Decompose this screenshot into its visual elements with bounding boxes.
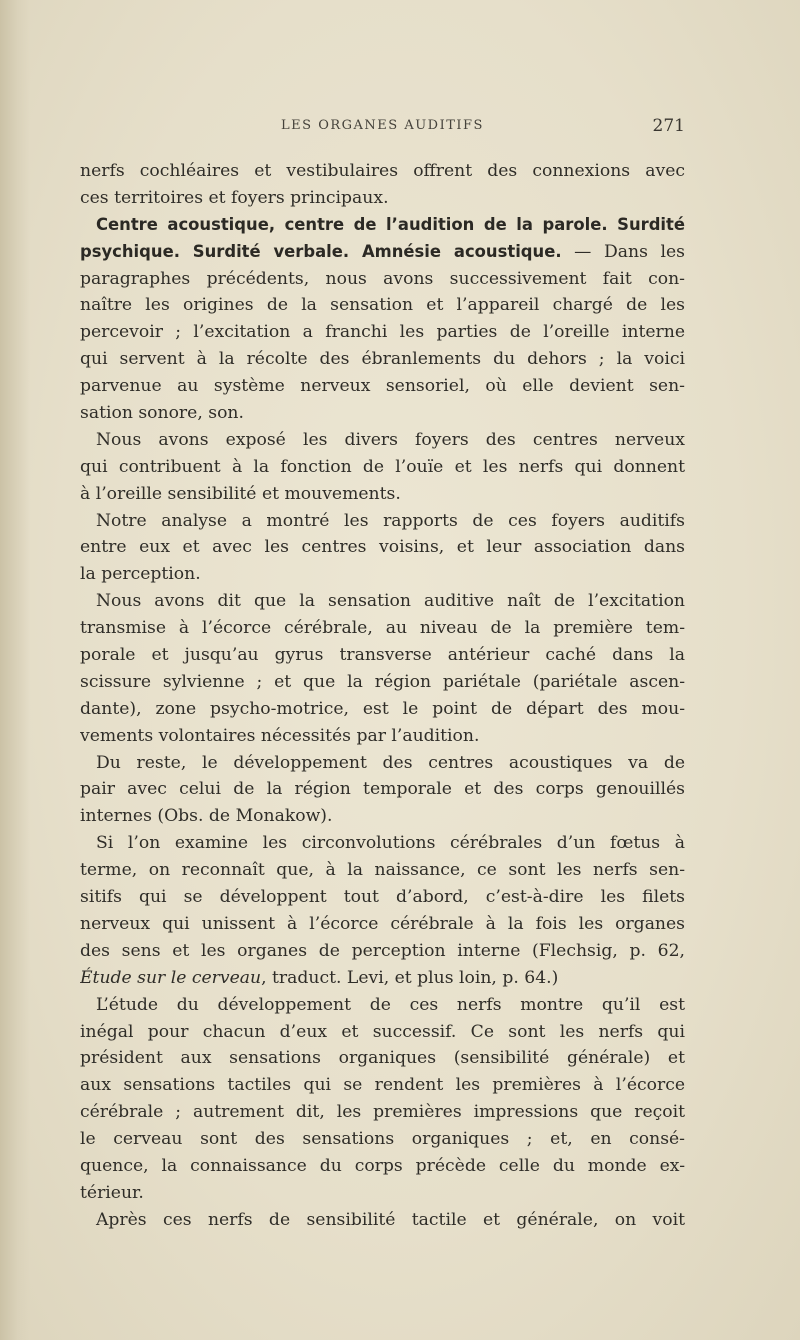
text-line: cérébrale ; autrement dit, les premières impressions que reçoit xyxy=(80,1102,685,1123)
body-text xyxy=(80,158,685,1234)
text-line: L’étude du développement de ces nerfs montre qu’il est xyxy=(96,994,685,1015)
page-number: 271 xyxy=(652,116,685,136)
text-line: naître les origines de la sensation et l’appareil chargé de les xyxy=(80,295,685,316)
text-line: président aux sensations organiques (sensibilité générale) et xyxy=(80,1048,685,1069)
text-line: sation sonore, son. xyxy=(80,403,244,424)
text-line: sitifs qui se développent tout d’abord, c’est-à-dire les filets xyxy=(80,887,685,908)
text-line: Étude sur le cerveau, traduct. Levi, et plus loin, p. 64.) xyxy=(80,967,559,988)
section-heading: psychique. Surdité verbale. Amnésie acoustique. xyxy=(80,241,562,261)
text-line: pair avec celui de la région temporale et des corps genouillés xyxy=(80,779,685,800)
text-line: Nous avons dit que la sensation auditive naît de l’excitation xyxy=(96,591,685,612)
text-line: percevoir ; l’excitation a franchi les parties de l’oreille interne xyxy=(80,322,685,343)
page-header xyxy=(80,116,685,140)
text-line: Nous avons exposé les divers foyers des centres nerveux xyxy=(96,429,685,450)
text-line: Si l’on examine les circonvolutions cérébrales d’un fœtus à xyxy=(96,833,685,854)
text-line: à l’oreille sensibilité et mouvements. xyxy=(80,483,401,504)
page-gutter-shadow xyxy=(0,0,30,1340)
text-line: inégal pour chacun d’eux et successif. Ce sont les nerfs qui xyxy=(80,1021,685,1042)
section-heading-line xyxy=(80,212,685,239)
text-line: entre eux et avec les centres voisins, et leur association dans xyxy=(80,537,685,558)
text-line: nerveux qui unissent à l’écorce cérébrale à la fois les organes xyxy=(80,913,685,934)
text-line: des sens et les organes de perception interne (Flechsig, p. 62, xyxy=(80,940,685,961)
text-line: dante), zone psycho-motrice, est le point de départ des mou- xyxy=(80,698,685,719)
text-line: nerfs cochléaires et vestibulaires offrent des connexions avec xyxy=(80,161,685,181)
text-line: quence, la connaissance du corps précède celle du monde ex- xyxy=(80,1155,685,1176)
section-heading: Centre acoustique, centre de l’audition de la parole. Surdité xyxy=(96,214,685,234)
text-line: qui servent à la récolte des ébranlements du dehors ; la voici xyxy=(80,349,685,370)
running-title: LES ORGANES AUDITIFS xyxy=(281,118,484,133)
text-line: paragraphes précédents, nous avons successivement fait con- xyxy=(80,268,685,289)
text-line: ces territoires et foyers principaux. xyxy=(80,187,389,208)
book-title-citation: Étude sur le cerveau xyxy=(80,967,262,988)
text-line: térieur. xyxy=(80,1182,144,1203)
text-line: vements volontaires nécessités par l’audition. xyxy=(80,725,480,746)
text-line: Du reste, le développement des centres acoustiques va de xyxy=(96,752,685,773)
text-line: scissure sylvienne ; et que la région pariétale (pariétale ascen- xyxy=(80,671,685,692)
text-line: terme, on reconnaît que, à la naissance, ce sont les nerfs sen- xyxy=(80,860,685,881)
text-line: internes (Obs. de Monakow). xyxy=(80,806,333,827)
text-line: transmise à l’écorce cérébrale, au niveau de la première tem- xyxy=(80,618,685,639)
section-heading-line: psychique. Surdité verbale. Amnésie acoustique. — Dans les xyxy=(80,241,685,262)
text-line: aux sensations tactiles qui se rendent les premières à l’écorce xyxy=(80,1075,685,1096)
text-line: porale et jusqu’au gyrus transverse antérieur caché dans la xyxy=(80,645,685,666)
text-line: Après ces nerfs de sensibilité tactile et générale, on voit xyxy=(96,1209,685,1230)
text-line: parvenue au système nerveux sensoriel, où elle devient sen- xyxy=(80,376,685,397)
text-line: le cerveau sont des sensations organiques ; et, en consé- xyxy=(80,1129,685,1150)
text-line: la perception. xyxy=(80,564,201,585)
text-line: Notre analyse a montré les rapports de ces foyers auditifs xyxy=(96,510,685,531)
text-line: qui contribuent à la fonction de l’ouïe et les nerfs qui donnent xyxy=(80,456,685,477)
